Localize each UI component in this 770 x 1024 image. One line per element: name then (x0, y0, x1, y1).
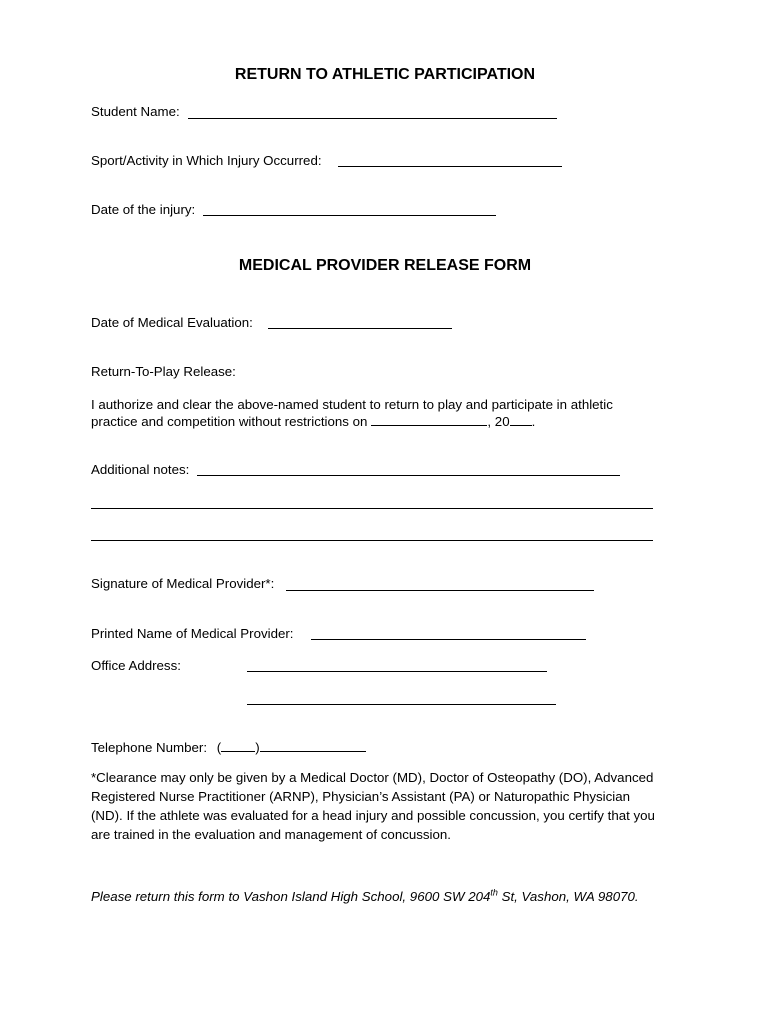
sport-field[interactable] (338, 166, 562, 167)
student-name-label: Student Name: (91, 104, 180, 119)
clearance-line2: Registered Nurse Practitioner (ARNP), Physician’s Assistant (PA) or Naturopathic Physician (91, 789, 630, 804)
additional-notes-line-2[interactable] (91, 508, 653, 509)
form-title: RETURN TO ATHLETIC PARTICIPATION (234, 66, 536, 83)
clearance-line3: (ND). If the athlete was evaluated for a head injury and possible concussion, you certify that you (91, 808, 655, 823)
phone-number-field[interactable] (260, 739, 366, 752)
authorize-line2-text: practice and competition without restrictions on (91, 414, 368, 429)
injury-date-field[interactable] (203, 215, 496, 216)
additional-notes-field[interactable] (197, 475, 620, 476)
year-field[interactable] (510, 413, 532, 426)
office-address-field-2[interactable] (247, 704, 556, 705)
eval-date-label: Date of Medical Evaluation: (91, 315, 253, 330)
printed-name-field[interactable] (311, 639, 586, 640)
signature-label: Signature of Medical Provider*: (91, 576, 275, 591)
student-name-field[interactable] (188, 118, 557, 119)
close-paren: ) (255, 740, 260, 755)
open-paren: ( (216, 740, 222, 755)
signature-field[interactable] (286, 590, 594, 591)
telephone-label: Telephone Number: (91, 740, 208, 755)
telephone-row (91, 739, 366, 756)
period: . (531, 414, 536, 429)
sport-label: Sport/Activity in Which Injury Occurred: (91, 153, 322, 168)
clearance-date-field[interactable] (371, 413, 487, 426)
return-instructions-text: Please return this form to Vashon Island High School, 9600 SW 204 (91, 889, 491, 904)
section-title: MEDICAL PROVIDER RELEASE FORM (238, 257, 532, 274)
additional-notes-label: Additional notes: (91, 462, 190, 477)
office-address-label: Office Address: (91, 658, 181, 673)
clearance-line4: are trained in the evaluation and management of concussion. (91, 827, 451, 842)
office-address-field-1[interactable] (247, 671, 547, 672)
return-instructions-address: St, Vashon, WA 98070. (497, 889, 639, 904)
clearance-line1: *Clearance may only be given by a Medical Doctor (MD), Doctor of Osteopathy (DO), Advanced (91, 770, 654, 785)
additional-notes-line-3[interactable] (91, 540, 653, 541)
authorize-line1: I authorize and clear the above-named student to return to play and participate in athletic (91, 397, 613, 412)
authorize-line2 (91, 413, 535, 430)
area-code-field[interactable] (221, 739, 255, 752)
clearance-note (91, 768, 691, 844)
return-instructions (91, 889, 639, 905)
printed-name-label: Printed Name of Medical Provider: (91, 626, 294, 641)
ordinal-suffix: th (490, 887, 498, 898)
rtp-label: Return-To-Play Release: (91, 364, 236, 379)
eval-date-field[interactable] (268, 328, 452, 329)
comma-year: , 20 (487, 414, 510, 429)
injury-date-label: Date of the injury: (91, 202, 196, 217)
